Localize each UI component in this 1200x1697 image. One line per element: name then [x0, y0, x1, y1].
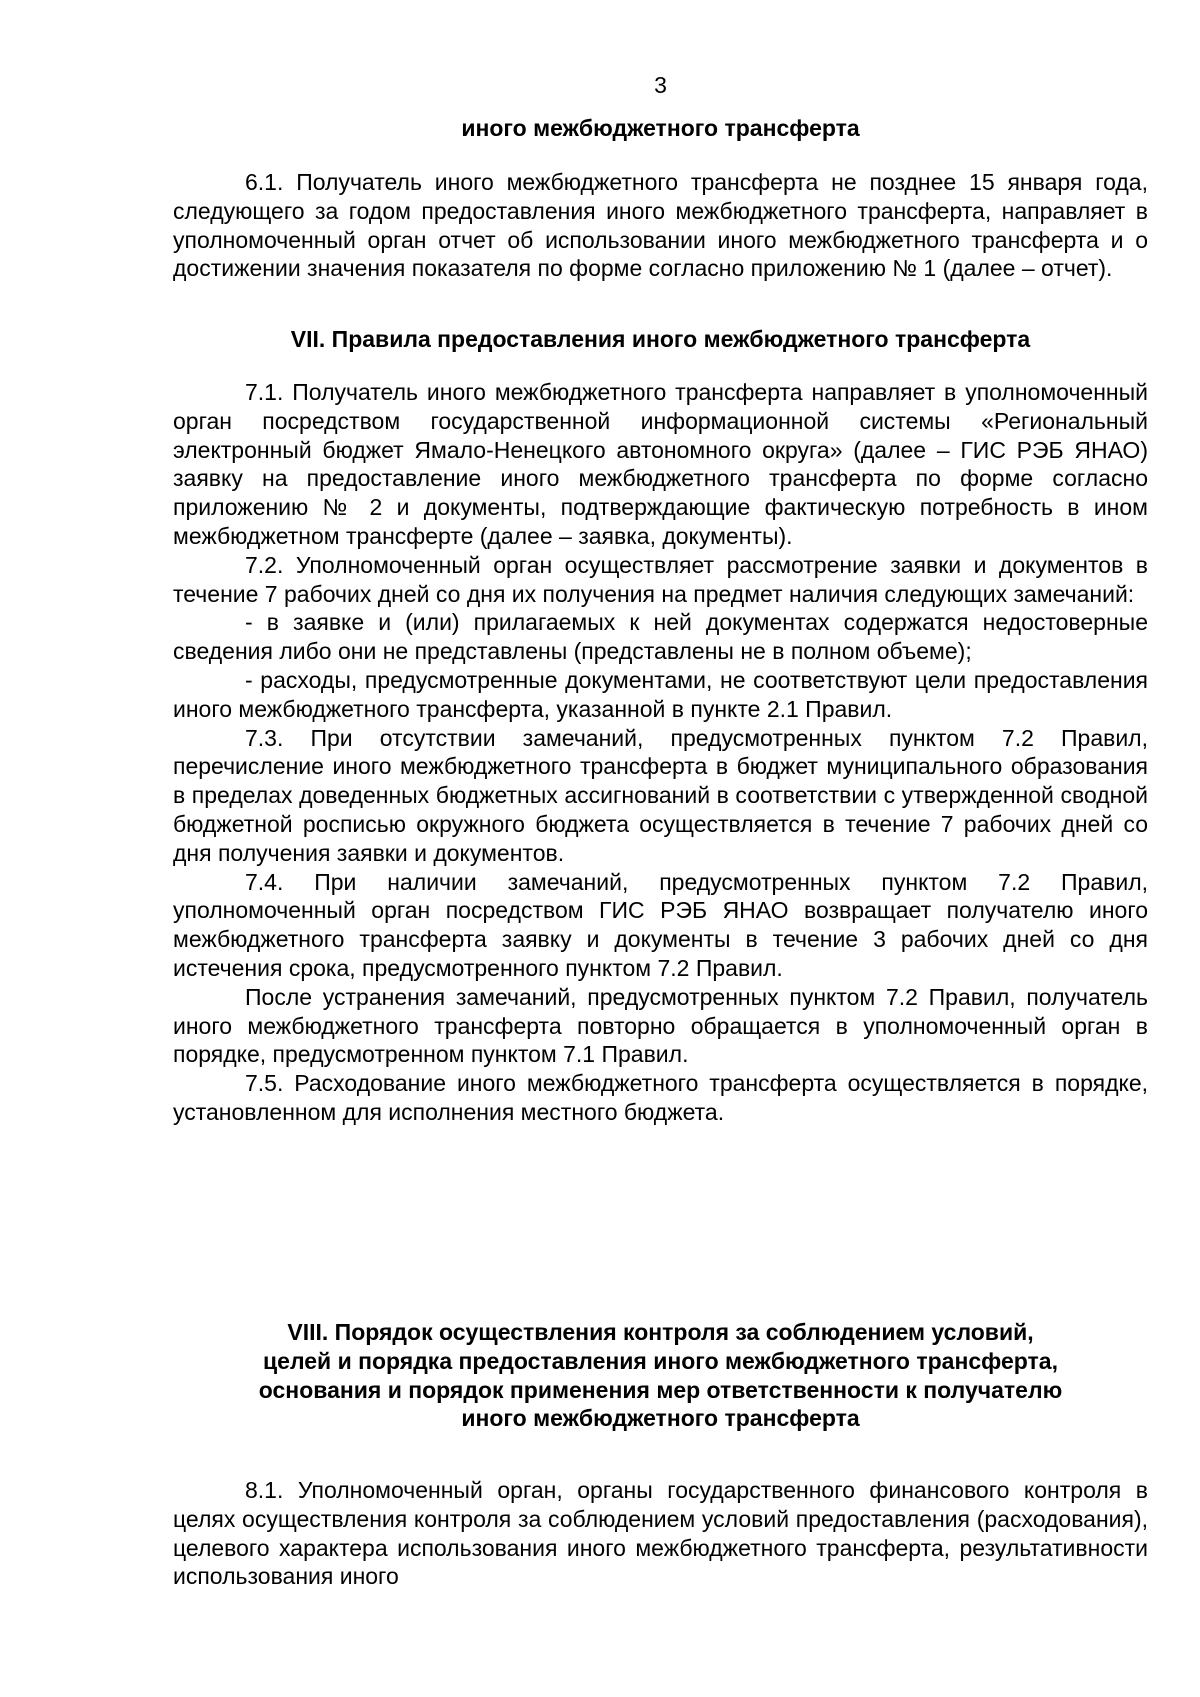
- paragraph-7-1: 7.1. Получатель иного межбюджетного трансферта направляет в уполномоченный орган посредством государственной информационной системы «Региональный электронный бюджет Ямало-Ненецкого автономного округа» (далее – ГИС РЭБ ЯНАО) заявку на предоставление иного межбюджетного трансферта по форме согласно приложению № 2 и документы, подтверждающие фактическую потребность в ином межбюджетном трансферте (далее – заявка, документы).: [173, 379, 1148, 549]
- section-8-heading: [173, 1318, 1148, 1433]
- section-7-heading: VII. Правила предоставления иного межбюджетного трансферта: [290, 326, 1031, 352]
- section-6-body: [173, 168, 1148, 283]
- paragraph-7-5: 7.5. Расходование иного межбюджетного трансферта осуществляется в порядке, установленном для исполнения местного бюджета.: [173, 1070, 1148, 1125]
- paragraph-7-4: 7.4. При наличии замечаний, предусмотренных пунктом 7.2 Правил, уполномоченный орган посредством ГИС РЭБ ЯНАО возвращает получателю иного межбюджетного трансферта заявку и документы в течение 3 рабочих дней со дня истечения срока, предусмотренного пунктом 7.2 Правил.: [173, 868, 1148, 981]
- section-8-heading-line-2: целей и порядка предоставления иного межбюджетного трансферта,: [263, 1347, 1058, 1374]
- section-8-heading-line-3: основания и порядок применения мер ответственности к получателю: [258, 1376, 1063, 1403]
- paragraph-7-3: 7.3. При отсутствии замечаний, предусмотренных пунктом 7.2 Правил, перечисление иного межбюджетного трансферта в бюджет муниципального образования в пределах доведенных бюджетных ассигнований в соответствии с утвержденной сводной бюджетной росписью окружного бюджета осуществляется в течение 7 рабочих дней со дня получения заявки и документов.: [173, 724, 1148, 866]
- section-8-heading-line-4: иного межбюджетного трансферта: [461, 1405, 860, 1432]
- section-8-body: [173, 1476, 1148, 1591]
- paragraph-7-2-item-2: - расходы, предусмотренные документами, не соответствуют цели предоставления иного межбюджетного трансферта, указанной в пункте 2.1 Правил.: [173, 666, 1148, 722]
- paragraph-7-2-item-1: - в заявке и (или) прилагаемых к ней документах содержатся недостоверные сведения либо они не представлены (представлены не в полном объеме);: [173, 609, 1148, 665]
- paragraph-7-2: 7.2. Уполномоченный орган осуществляет рассмотрение заявки и документов в течение 7 рабочих дней со дня их получения на предмет наличия следующих замечаний:: [173, 551, 1148, 607]
- page-number: 3: [654, 72, 667, 98]
- section-8-heading-line-1: VIII. Порядок осуществления контроля за соблюдением условий,: [287, 1319, 1034, 1345]
- section-6-heading-tail: иного межбюджетного трансферта: [461, 115, 860, 141]
- paragraph-7-4-continued: После устранения замечаний, предусмотренных пунктом 7.2 Правил, получатель иного межбюджетного трансферта повторно обращается в уполномоченный орган в порядке, предусмотренном пунктом 7.1 Правил.: [173, 983, 1148, 1068]
- paragraph-6-1: 6.1. Получатель иного межбюджетного трансферта не позднее 15 января года, следующего за годом предоставления иного межбюджетного трансферта, направляет в уполномоченный орган отчет об использовании иного межбюджетного трансферта и о достижении значения показателя по форме согласно приложению № 1 (далее – отчет).: [173, 169, 1148, 282]
- paragraph-8-1: 8.1. Уполномоченный орган, органы государственного финансового контроля в целях осуществления контроля за соблюдением условий предоставления (расходования), целевого характера использования иного межбюджетного трансферта, результативности использования иного: [173, 1477, 1148, 1590]
- section-7-body: [173, 378, 1148, 1127]
